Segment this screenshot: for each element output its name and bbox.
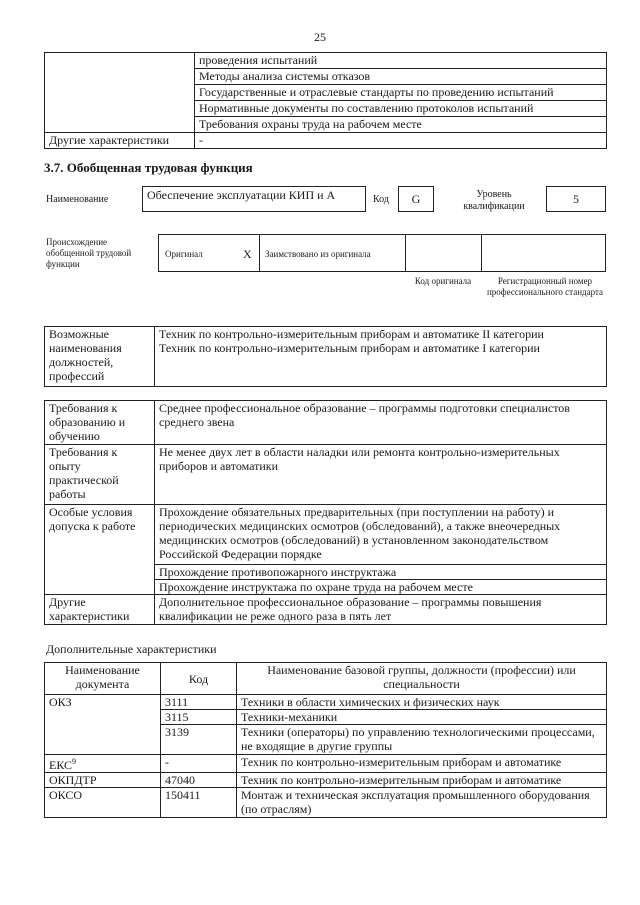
top-row: проведения испытаний <box>195 53 607 69</box>
req-other-value: Дополнительное профессиональное образование – программы повышения квалификации не реже одного раза в пять лет <box>155 595 607 625</box>
level-value: 5 <box>546 186 606 212</box>
okpdtr-code: 47040 <box>161 773 237 788</box>
okz-code: 3115 <box>161 710 237 725</box>
education-value: Среднее профессиональное образование – программы подготовки специалистов среднего звена <box>155 401 607 445</box>
admission-label: Особые условия допуска к работе <box>45 505 155 595</box>
header-doc: Наименование документа <box>45 663 161 695</box>
additional-table <box>44 662 607 818</box>
top-other-value: - <box>195 133 607 149</box>
eks-code: - <box>161 755 237 773</box>
level-label: Уровень квалификации <box>463 189 525 212</box>
okz-code: 3139 <box>161 725 237 755</box>
name-label: Наименование <box>46 194 109 205</box>
okso-code: 150411 <box>161 788 237 818</box>
borrowed-label: Заимствовано из оригинала <box>265 249 371 259</box>
okpdtr-label: ОКПДТР <box>45 773 161 788</box>
okpdtr-name: Техник по контрольно-измерительным приборам и автоматике <box>237 773 607 788</box>
code-value: G <box>398 186 434 212</box>
okz-name: Техники (операторы) по управлению технологическими процессами, не входящие в другие группы <box>237 725 607 755</box>
name-value: Обеспечение эксплуатации КИП и А <box>142 186 366 212</box>
page-number: 25 <box>314 30 326 44</box>
top-table <box>44 52 607 149</box>
top-other-label: Другие характеристики <box>45 133 195 149</box>
positions-label: Возможные наименования должностей, профессий <box>45 327 155 387</box>
okso-label: ОКСО <box>45 788 161 818</box>
origin-label: Происхождение обобщенной трудовой функции <box>46 237 132 269</box>
admission-item: Прохождение инструктажа по охране труда на рабочем месте <box>155 580 607 595</box>
education-label: Требования к образованию и обучению <box>45 401 155 445</box>
origin-box <box>158 234 606 272</box>
experience-value: Не менее двух лет в области наладки или ремонта контрольно-измерительных приборов и автоматики <box>155 445 607 505</box>
footnote-ref: 9 <box>72 757 77 766</box>
reg-caption: Регистрационный номер профессионального стандарта <box>486 276 604 297</box>
okz-name: Техники в области химических и физических наук <box>237 695 607 710</box>
code-caption: Код оригинала <box>414 276 472 286</box>
okz-code: 3111 <box>161 695 237 710</box>
req-other-label: Другие характеристики <box>45 595 155 625</box>
header-name: Наименование базовой группы, должности (профессии) или специальности <box>237 663 607 695</box>
section-title: 3.7. Обобщенная трудовая функция <box>44 160 253 175</box>
admission-item: Прохождение обязательных предварительных (при поступлении на работу) и периодических медицинских осмотров (обследований), а также внеочередных медицинских осмотров (обследований) в установленном законодательством Российской Федерации порядке <box>155 505 607 565</box>
position-item: Техник по контрольно-измерительным приборам и автоматике I категории <box>159 341 540 355</box>
position-item: Техник по контрольно-измерительным приборам и автоматике II категории <box>159 327 544 341</box>
admission-item: Прохождение противопожарного инструктажа <box>155 565 607 580</box>
code-label: Код <box>373 194 389 205</box>
okz-name: Техники-механики <box>237 710 607 725</box>
top-row: Требования охраны труда на рабочем месте <box>195 117 607 133</box>
eks-name: Техник по контрольно-измерительным приборам и автоматике <box>237 755 607 773</box>
header-code: Код <box>161 663 237 695</box>
top-row: Нормативные документы по составлению протоколов испытаний <box>195 101 607 117</box>
original-label: Оригинал <box>165 249 203 259</box>
original-mark: X <box>243 247 252 261</box>
additional-title: Дополнительные характеристики <box>46 642 217 656</box>
top-row: Методы анализа системы отказов <box>195 69 607 85</box>
okz-label: ОКЗ <box>45 695 161 755</box>
top-row: Государственные и отраслевые стандарты по проведению испытаний <box>195 85 607 101</box>
requirements-table <box>44 400 607 625</box>
okso-name: Монтаж и техническая эксплуатация промышленного оборудования (по отраслям) <box>237 788 607 818</box>
positions-table <box>44 326 607 387</box>
eks-label: ЕКС$^9$ <box>45 755 161 773</box>
experience-label: Требования к опыту практической работы <box>45 445 155 505</box>
